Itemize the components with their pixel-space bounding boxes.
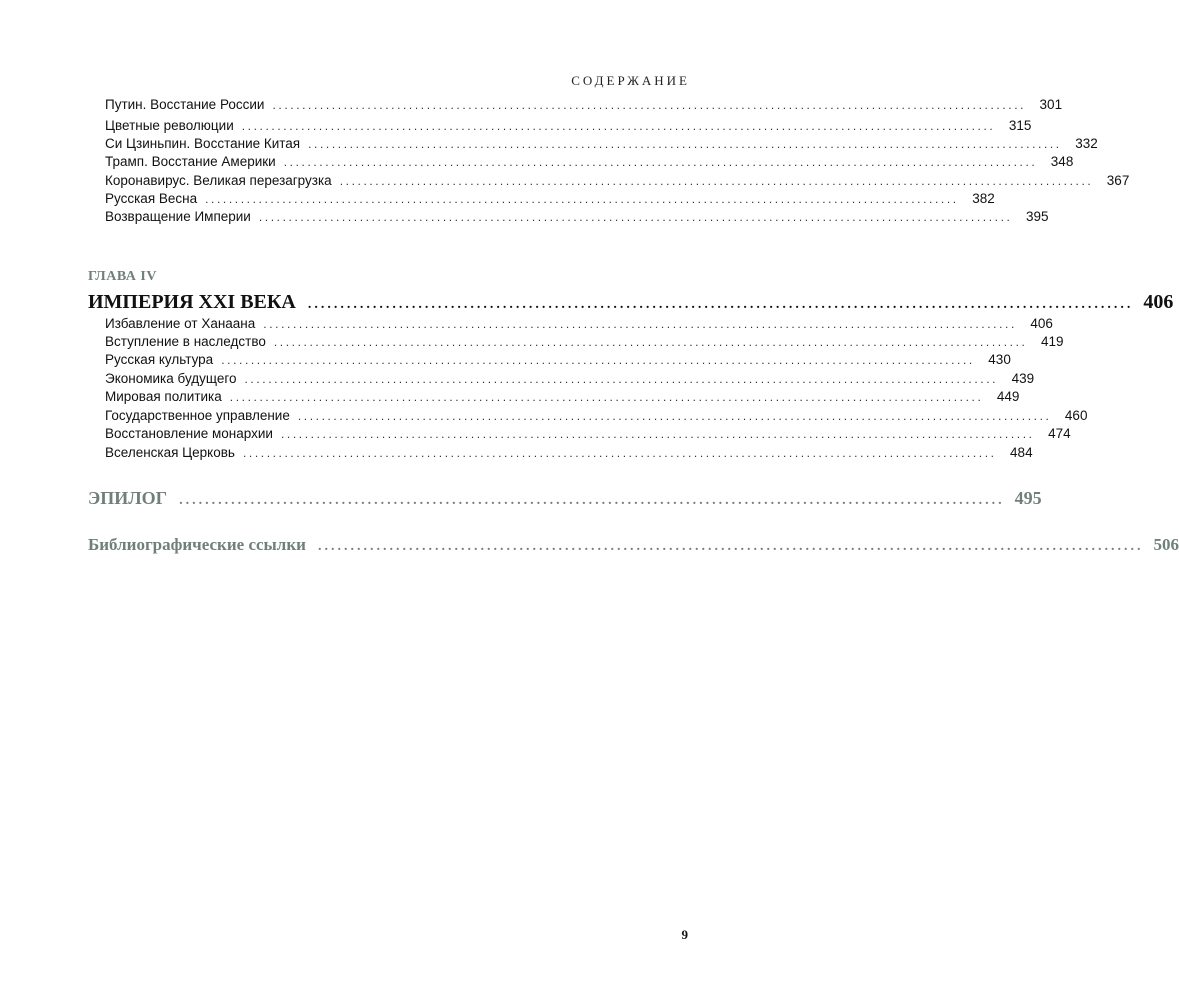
- epilog-page: 495: [1014, 488, 1042, 508]
- toc-entry-page: 301: [1039, 97, 1063, 112]
- toc-entry-title: Мировая политика: [105, 389, 222, 404]
- toc-entry-title: Путин. Восстание России: [105, 97, 265, 112]
- dot-leader: ...............................................................................................................................: [308, 137, 1062, 151]
- toc-entry-title: Государственное управление: [105, 408, 290, 423]
- toc-entry-title: Коронавирус. Великая перезагрузка: [105, 173, 332, 188]
- toc-entry[interactable]: [105, 387, 1020, 407]
- toc-entry-title: Русская Весна: [105, 191, 198, 206]
- dot-leader: ...............................................................................................................................: [221, 353, 975, 367]
- toc-entry[interactable]: [105, 134, 1098, 154]
- chapter-page: 406: [1143, 291, 1174, 313]
- toc-entry[interactable]: [105, 116, 1032, 136]
- bibliography-title: Библиографические ссылки: [88, 535, 306, 554]
- dot-leader: ...............................................................................................................................: [241, 119, 996, 133]
- bibliography-page: 506: [1153, 535, 1179, 554]
- chapter-heading[interactable]: [88, 288, 1174, 316]
- dot-leader: ...............................................................................................................................: [244, 372, 999, 386]
- toc-entry[interactable]: [105, 189, 995, 209]
- dot-leader: ...............................................................................................................................: [317, 539, 1144, 554]
- toc-entry-page: 382: [972, 191, 995, 206]
- toc-entry-title: Вступление в наследство: [105, 334, 266, 349]
- toc-entry-title: Избавление от Ханаана: [105, 316, 256, 331]
- dot-leader: ...............................................................................................................................: [242, 446, 997, 460]
- toc-entry[interactable]: [105, 350, 1011, 370]
- epilog-entry[interactable]: [88, 484, 1042, 512]
- toc-entry-page: 430: [988, 352, 1011, 367]
- toc-entry-title: Цветные революции: [105, 118, 234, 133]
- toc-entry-title: Вселенская Церковь: [105, 445, 235, 460]
- toc-entry[interactable]: [105, 171, 1130, 191]
- toc-entry-page: 406: [1030, 316, 1053, 331]
- dot-leader: ...............................................................................................................................: [283, 155, 1038, 169]
- toc-entry-page: 449: [996, 389, 1020, 404]
- toc-entry-page: 395: [1025, 209, 1049, 224]
- toc-entry-page: 367: [1106, 173, 1130, 188]
- toc-entry[interactable]: [105, 332, 1064, 352]
- toc-entry[interactable]: [105, 95, 1063, 115]
- toc-entry[interactable]: [105, 406, 1088, 426]
- toc-entry-page: 315: [1008, 118, 1032, 133]
- toc-entry[interactable]: [105, 424, 1071, 444]
- dot-leader: ...............................................................................................................................: [339, 174, 1094, 188]
- chapter-label: ГЛАВА IV: [88, 269, 157, 284]
- toc-entry[interactable]: [105, 207, 1049, 227]
- toc-entry-page: 474: [1048, 426, 1071, 441]
- toc-entry-page: 419: [1040, 334, 1064, 349]
- running-head: СОДЕРЖАНИЕ: [571, 73, 690, 88]
- toc-entry-title: Восстановление монархии: [105, 426, 273, 441]
- toc-entry-page: 439: [1011, 371, 1035, 386]
- toc-entry-title: Си Цзиньпин. Восстание Китая: [105, 136, 301, 151]
- dot-leader: ...............................................................................................................................: [273, 335, 1028, 349]
- toc-entry-page: 348: [1050, 154, 1074, 169]
- toc-entry-title: Экономика будущего: [105, 371, 237, 386]
- dot-leader: ...............................................................................................................................: [297, 409, 1052, 423]
- dot-leader: ...............................................................................................................................: [263, 317, 1017, 331]
- chapter-title: ИМПЕРИЯ XXI ВЕКА: [88, 291, 296, 313]
- dot-leader: ...............................................................................................................................: [258, 210, 1013, 224]
- dot-leader: ...............................................................................................................................: [307, 297, 1134, 312]
- toc-entry-title: Трамп. Восстание Америки: [105, 154, 276, 169]
- toc-entry[interactable]: [105, 314, 1053, 334]
- bibliography-entry[interactable]: [88, 531, 1179, 559]
- toc-entry[interactable]: [105, 369, 1035, 389]
- page-number: 9: [681, 927, 688, 942]
- dot-leader: ...............................................................................................................................: [280, 427, 1035, 441]
- dot-leader: ...............................................................................................................................: [229, 390, 984, 404]
- epilog-title: ЭПИЛОГ: [88, 488, 168, 508]
- dot-leader: ...............................................................................................................................: [272, 98, 1027, 112]
- toc-entry[interactable]: [105, 152, 1074, 172]
- toc-entry-page: 484: [1010, 445, 1033, 460]
- toc-entry-title: Возвращение Империи: [105, 209, 251, 224]
- toc-entry-title: Русская культура: [105, 352, 214, 367]
- toc-entry[interactable]: [105, 443, 1033, 463]
- toc-entry-page: 460: [1064, 408, 1088, 423]
- toc-entry-page: 332: [1075, 136, 1098, 151]
- dot-leader: ...............................................................................................................................: [205, 192, 959, 206]
- dot-leader: ...............................................................................................................................: [179, 493, 1005, 508]
